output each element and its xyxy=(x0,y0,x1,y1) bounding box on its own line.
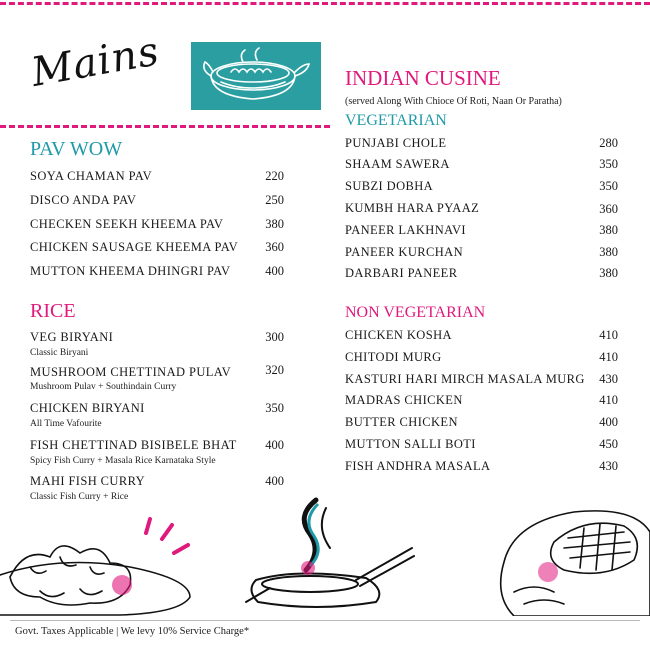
menu-item-price: 450 xyxy=(599,437,618,451)
indian-cuisine-subtitle: (served Along With Chioce Of Roti, Naan Or Paratha) xyxy=(345,96,562,107)
menu-item-description: Classic Biryani xyxy=(30,348,89,358)
menu-item-price: 400 xyxy=(599,415,618,429)
menu-item-name: BUTTER CHICKEN xyxy=(345,415,458,429)
pav-wow-heading: PAV WOW xyxy=(30,138,123,160)
menu-item-name: SUBZI DOBHA xyxy=(345,179,434,193)
menu-item-name: MUTTON KHEEMA DHINGRI PAV xyxy=(30,264,231,278)
menu-item-price: 360 xyxy=(265,240,284,254)
menu-item-name: CHICKEN SAUSAGE KHEEMA PAV xyxy=(30,240,239,254)
menu-item-price: 430 xyxy=(599,459,618,473)
mains-title: Mains xyxy=(28,28,163,96)
menu-item-price: 350 xyxy=(599,157,618,171)
menu-item-price: 410 xyxy=(599,328,618,342)
menu-item-name: KUMBH HARA PYAAZ xyxy=(345,201,480,215)
handi-pot-with-spoons-icon xyxy=(236,490,416,615)
grilled-meat-plate-icon xyxy=(484,492,650,616)
menu-item-name: FISH ANDHRA MASALA xyxy=(345,459,491,473)
menu-item-name: DISCO ANDA PAV xyxy=(30,193,137,207)
menu-item-price: 380 xyxy=(599,223,618,237)
mains-divider xyxy=(0,125,330,128)
menu-item-description: Spicy Fish Curry + Masala Rice Karnataka Style xyxy=(30,456,216,466)
menu-item-name: MUSHROOM CHETTINAD PULAV xyxy=(30,365,232,379)
menu-item-name: CHECKEN SEEKH KHEEMA PAV xyxy=(30,217,224,231)
non-vegetarian-heading: NON VEGETARIAN xyxy=(345,304,486,321)
menu-item-name: PANEER LAKHNAVI xyxy=(345,223,466,237)
menu-item-name: DARBARI PANEER xyxy=(345,266,458,280)
menu-item-price: 350 xyxy=(265,401,284,415)
menu-item-price: 400 xyxy=(265,264,284,278)
vegetarian-heading: VEGETARIAN xyxy=(345,112,447,129)
menu-item-name: MUTTON SALLI BOTI xyxy=(345,437,476,451)
menu-item-name: PANEER KURCHAN xyxy=(345,245,464,259)
menu-item-name: PUNJABI CHOLE xyxy=(345,136,447,150)
menu-item-price: 410 xyxy=(599,393,618,407)
pot-sketch-icon xyxy=(191,42,321,110)
menu-item-price: 250 xyxy=(265,193,284,207)
menu-item-price: 430 xyxy=(599,372,618,386)
menu-item-price: 380 xyxy=(599,245,618,259)
menu-item-price: 220 xyxy=(265,169,284,183)
menu-item-name: SOYA CHAMAN PAV xyxy=(30,169,153,183)
top-dashed-border xyxy=(0,2,650,5)
menu-item-price: 400 xyxy=(265,438,284,452)
menu-item-price: 380 xyxy=(599,266,618,280)
menu-item-price: 360 xyxy=(599,202,618,216)
rice-heading: RICE xyxy=(30,300,76,322)
menu-item-description: All Time Vafourite xyxy=(30,419,102,429)
footer-divider xyxy=(10,620,640,621)
indian-cuisine-heading: INDIAN CUSINE xyxy=(345,66,501,90)
menu-item-description: Classic Fish Curry + Rice xyxy=(30,492,129,502)
footer-note: Govt. Taxes Applicable | We levy 10% Service Charge* xyxy=(15,626,250,637)
menu-item-price: 280 xyxy=(599,136,618,150)
menu-item-price: 350 xyxy=(599,179,618,193)
cooking-pot-image xyxy=(191,42,321,110)
menu-item-name: FISH CHETTINAD BISIBELE BHAT xyxy=(30,438,237,452)
menu-item-price: 410 xyxy=(599,350,618,364)
menu-item-price: 320 xyxy=(265,363,284,377)
menu-item-name: SHAAM SAWERA xyxy=(345,157,450,171)
menu-item-name: CHICKEN BIRYANI xyxy=(30,401,145,415)
dumplings-plate-icon xyxy=(0,505,200,617)
menu-item-name: VEG BIRYANI xyxy=(30,330,114,344)
menu-item-name: KASTURI HARI MIRCH MASALA MURG xyxy=(345,372,585,386)
menu-item-price: 400 xyxy=(265,474,284,488)
menu-item-name: CHITODI MURG xyxy=(345,350,442,364)
menu-item-price: 380 xyxy=(265,217,284,231)
menu-item-name: MAHI FISH CURRY xyxy=(30,474,146,488)
menu-item-description: Mushroom Pulav + Southindain Curry xyxy=(30,382,177,392)
menu-item-name: MADRAS CHICKEN xyxy=(345,393,463,407)
menu-item-name: CHICKEN KOSHA xyxy=(345,328,452,342)
menu-item-price: 300 xyxy=(265,330,284,344)
